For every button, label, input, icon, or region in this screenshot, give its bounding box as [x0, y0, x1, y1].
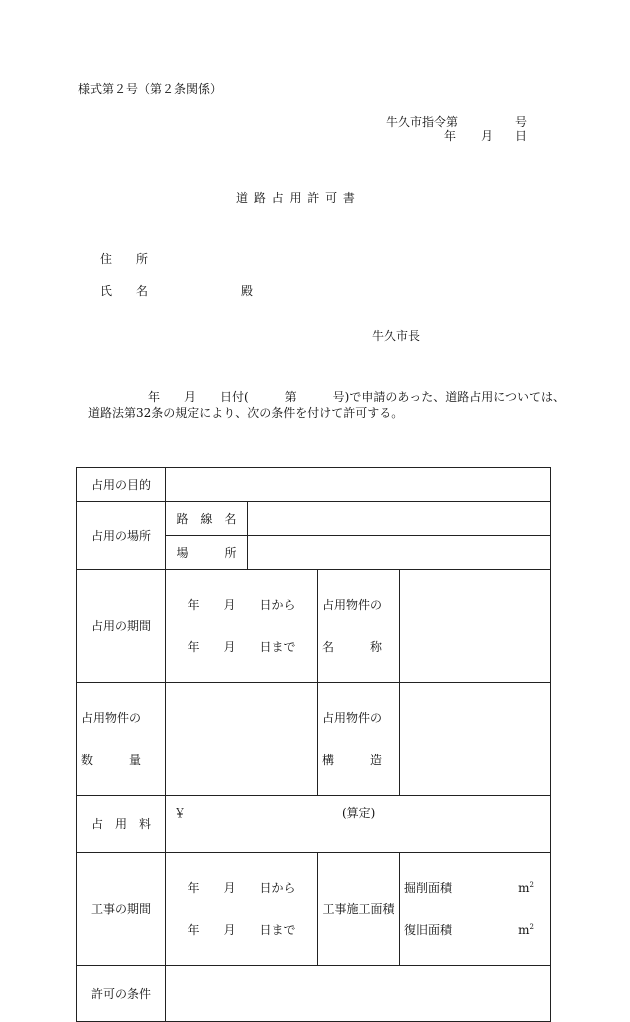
work-from: 年 月 日から: [187, 881, 296, 895]
quantity-value: [166, 683, 318, 796]
period-value: [166, 570, 318, 683]
fee-value: [166, 796, 551, 853]
structure-label-line2: 構 造: [322, 753, 383, 767]
name-label: 氏 名: [100, 284, 149, 298]
period-to: 年 月 日まで: [187, 640, 296, 654]
work-period-value: [166, 853, 318, 966]
excavation-area-label: 掘削面積: [404, 881, 453, 895]
location-label: 占用の場所: [77, 502, 166, 570]
document-number-suffix: 号: [515, 115, 528, 129]
quantity-label-line1: 占用物件の: [81, 711, 142, 725]
work-to: 年 月 日まで: [187, 923, 296, 937]
structure-value: [400, 683, 551, 796]
route-name-label: 路 線 名: [166, 502, 248, 536]
table-row: [77, 966, 551, 1022]
form-reference: 様式第２号（第２条関係）: [78, 82, 223, 96]
fee-calculation-note: (算定): [342, 806, 376, 820]
route-name-value: [248, 502, 551, 536]
table-row: [77, 796, 551, 853]
table-row: [77, 853, 551, 966]
address-label: 住 所: [100, 252, 149, 266]
issuer: 牛久市長: [372, 329, 421, 343]
place-value: [248, 536, 551, 570]
conditions-value: [166, 966, 551, 1022]
excavation-area-row: [404, 881, 546, 895]
work-area-label: 工事施工面積: [318, 853, 400, 966]
period-from: 年 月 日から: [187, 598, 296, 612]
purpose-value: [166, 468, 551, 502]
work-area-value: [400, 853, 551, 966]
conditions-label: 許可の条件: [77, 966, 166, 1022]
object-name-label: [318, 570, 400, 683]
place-label: 場 所: [166, 536, 248, 570]
permit-form-table: [76, 467, 551, 1022]
quantity-label: [77, 683, 166, 796]
object-name-label-line2: 名 称: [322, 640, 383, 654]
excavation-area-unit: $m^2$: [518, 881, 534, 895]
structure-label: [318, 683, 400, 796]
yen-sign: ￥: [174, 806, 187, 820]
table-row: [77, 570, 551, 683]
date-year: 年: [444, 129, 457, 143]
body-line-2: 道路法第32条の規定により、次の条件を付けて許可する。: [88, 406, 404, 420]
table-row: [77, 683, 551, 796]
date-month: 月: [481, 129, 494, 143]
period-label: 占用の期間: [77, 570, 166, 683]
restoration-area-label: 復旧面積: [404, 923, 453, 937]
document-number-prefix: 牛久市指令第: [386, 115, 459, 129]
date-day: 日: [515, 129, 528, 143]
document-title: 道 路 占 用 許 可 書: [236, 191, 356, 205]
honorific: 殿: [241, 284, 254, 298]
work-period-label: 工事の期間: [77, 853, 166, 966]
body-line-1: 年 月 日付( 第 号)で申請のあった、道路占用については、: [148, 390, 566, 404]
table-row: [77, 468, 551, 502]
purpose-label: 占用の目的: [77, 468, 166, 502]
object-name-value: [400, 570, 551, 683]
restoration-area-row: [404, 923, 546, 937]
structure-label-line1: 占用物件の: [322, 711, 383, 725]
restoration-area-unit: $m^2$: [518, 923, 534, 937]
quantity-label-line2: 数 量: [81, 753, 142, 767]
table-row: [77, 502, 551, 536]
object-name-label-line1: 占用物件の: [322, 598, 383, 612]
fee-label: 占 用 料: [77, 796, 166, 853]
